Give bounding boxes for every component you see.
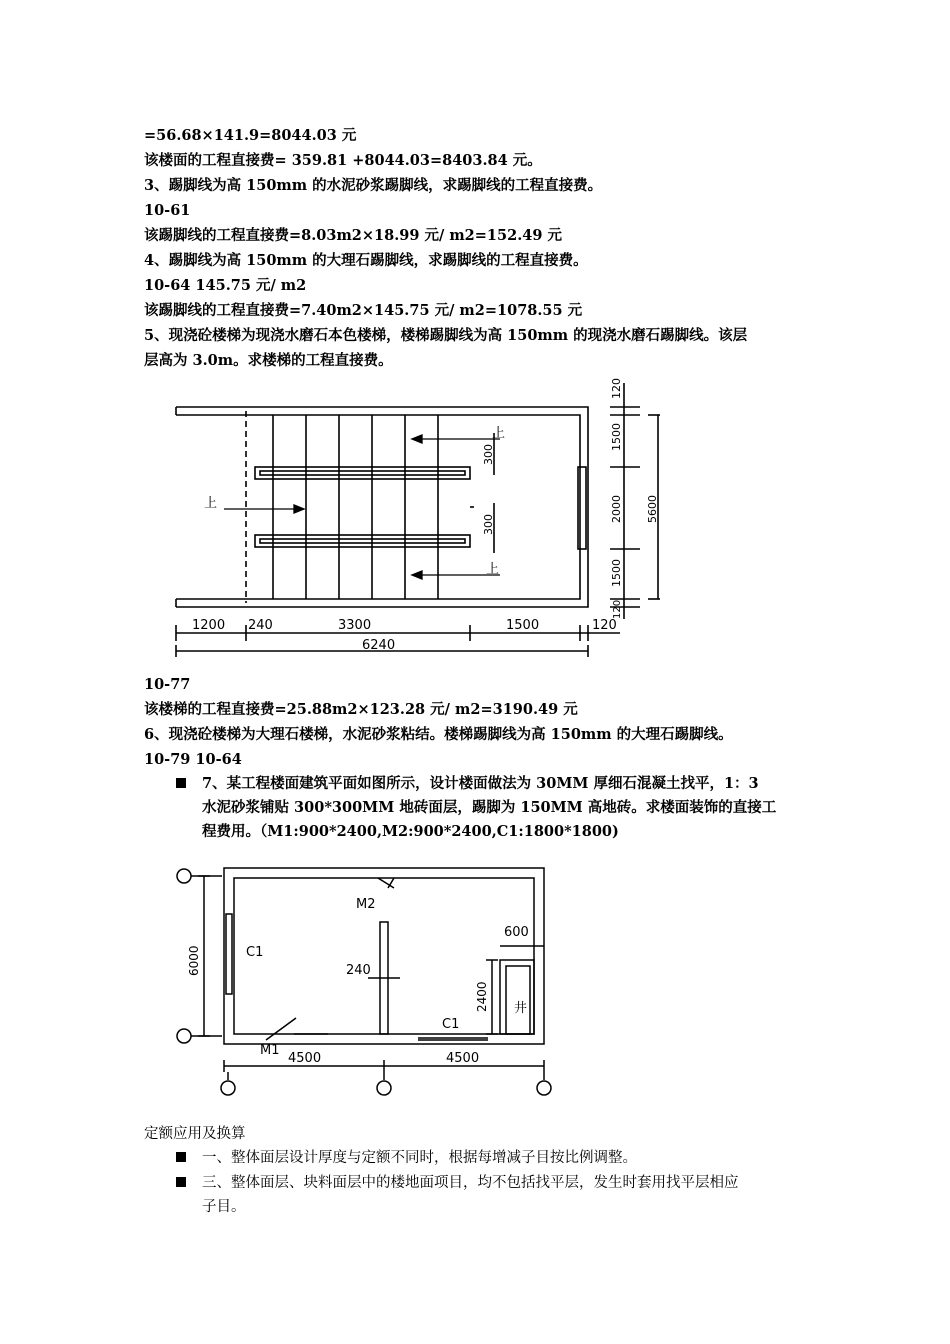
rule-text: 一、整体面层设计厚度与定额不同时，根据每增减子目按比例调整。 bbox=[202, 1150, 637, 1166]
window-label: C1 bbox=[442, 1017, 460, 1032]
dim-label: 1200 bbox=[192, 618, 226, 633]
dim-label: 120 bbox=[610, 378, 623, 399]
text-line: 6、现浇砼楼梯为大理石楼梯，水泥砂浆粘结。楼梯踢脚线为高 150mm 的大理石踢脚线。 bbox=[144, 726, 733, 743]
step-dim-label: 300 bbox=[482, 514, 495, 535]
dim-label: 1500 bbox=[610, 559, 623, 587]
dim-label: 3300 bbox=[338, 618, 372, 633]
dim-label: 2400 bbox=[475, 981, 489, 1012]
text-line: 3、踢脚线为高 150mm 的水泥砂浆踢脚线，求踢脚线的工程直接费。 bbox=[144, 177, 603, 194]
dim-label: 120 bbox=[612, 599, 623, 619]
door-label: M1 bbox=[260, 1043, 280, 1058]
text-line: 该踢脚线的工程直接费=8.03m2×18.99 元/ m2=152.49 元 bbox=[144, 227, 562, 244]
floor-plan-drawing bbox=[168, 852, 588, 1102]
dim-label: 1500 bbox=[506, 618, 540, 633]
text-line: 10-79 10-64 bbox=[144, 751, 242, 768]
dim-label: 1500 bbox=[610, 423, 623, 451]
stair-plan-drawing bbox=[140, 375, 660, 665]
text-line: 10-64 145.75 元/ m2 bbox=[144, 277, 307, 294]
text-line: 5、现浇砼楼梯为现浇水磨石本色楼梯，楼梯踢脚线为高 150mm 的现浇水磨石踢脚线。该层 bbox=[144, 327, 748, 344]
text-line: 该踢脚线的工程直接费=7.40m2×145.75 元/ m2=1078.55 元 bbox=[144, 302, 583, 319]
dim-total-label: 6240 bbox=[362, 638, 396, 653]
bullet-line: 7、某工程楼面建筑平面如图所示，设计楼面做法为 30MM 厚细石混凝土找平，1：3 bbox=[202, 775, 759, 792]
text-line: =56.68×141.9=8044.03 元 bbox=[144, 127, 357, 144]
dim-label: 6000 bbox=[187, 945, 201, 976]
dim-total-label: 5600 bbox=[646, 495, 659, 523]
step-dim-label: 300 bbox=[482, 444, 495, 465]
bullet-square-icon bbox=[176, 778, 186, 788]
up-label: 上 bbox=[204, 496, 218, 511]
dim-label: 2000 bbox=[610, 495, 623, 523]
rule-text: 三、整体面层、块料面层中的楼地面项目，均不包括找平层，发生时套用找平层相应 bbox=[202, 1175, 739, 1191]
section-title: 定额应用及换算 bbox=[144, 1126, 246, 1142]
rule-text: 子目。 bbox=[202, 1199, 246, 1215]
text-line: 10-61 bbox=[144, 202, 191, 219]
text-line: 4、踢脚线为高 150mm 的大理石踢脚线，求踢脚线的工程直接费。 bbox=[144, 252, 588, 269]
door-label: M2 bbox=[356, 897, 376, 912]
up-label: 上 bbox=[486, 562, 500, 577]
text-line: 层高为 3.0m。求楼梯的工程直接费。 bbox=[144, 352, 393, 369]
dim-label: 600 bbox=[504, 925, 529, 940]
dim-label: 240 bbox=[248, 618, 273, 633]
window-label: C1 bbox=[246, 945, 264, 960]
dim-label: 240 bbox=[346, 963, 371, 978]
bullet-square-icon bbox=[176, 1177, 186, 1187]
bullet-line: 程费用。（M1:900*2400,M2:900*2400,C1:1800*1800) bbox=[202, 823, 619, 840]
text-line: 10-77 bbox=[144, 676, 191, 693]
bullet-line: 水泥砂浆铺贴 300*300MM 地砖面层，踢脚为 150MM 高地砖。求楼面装饰的直接工 bbox=[202, 799, 777, 816]
text-line: 该楼面的工程直接费= 359.81 +8044.03=8403.84 元。 bbox=[144, 152, 542, 169]
bullet-square-icon bbox=[176, 1152, 186, 1162]
shaft-label: 井 bbox=[514, 1001, 528, 1016]
text-line: 该楼梯的工程直接费=25.88m2×123.28 元/ m2=3190.49 元 bbox=[144, 701, 578, 718]
dim-label: 4500 bbox=[288, 1051, 322, 1066]
up-label: 上 bbox=[492, 426, 506, 441]
dim-label: 120 bbox=[592, 618, 617, 633]
dim-label: 4500 bbox=[446, 1051, 480, 1066]
